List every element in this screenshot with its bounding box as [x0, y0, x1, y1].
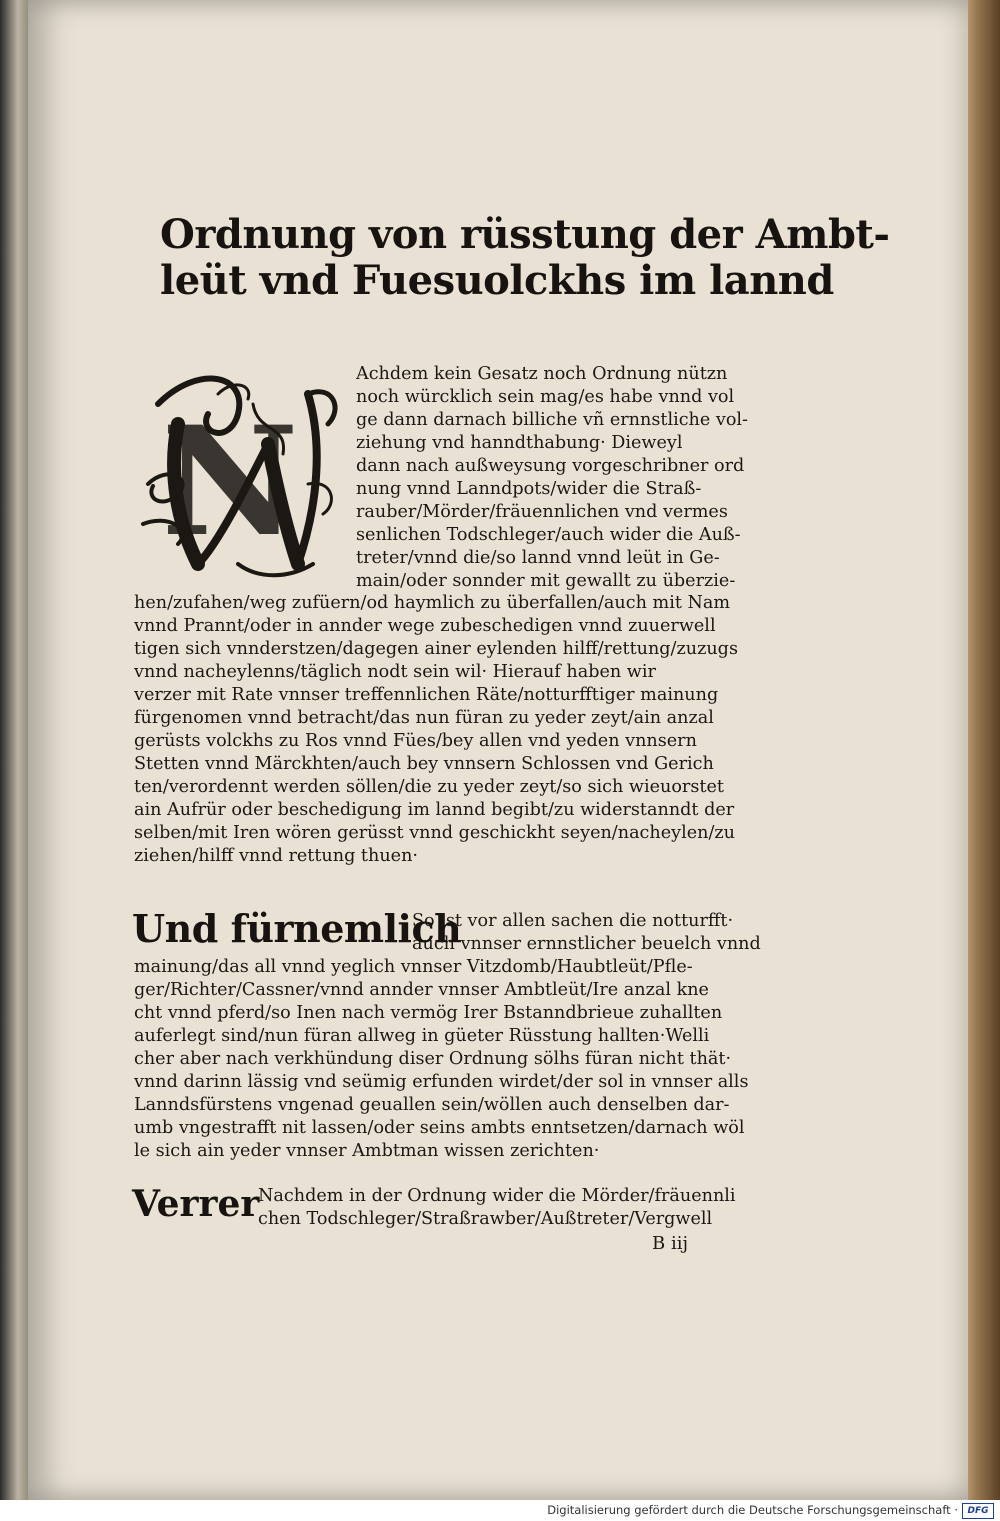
text-line: vnnd darinn lässig vnd seümig erfunden wirdet/der sol in vnnser alls	[134, 1072, 749, 1092]
text-line: fürgenomen vnnd betracht/das nun füran zu yeder zeyt/ain anzal	[134, 708, 714, 728]
signature-mark: B iij	[652, 1233, 689, 1254]
title-line-2: leüt vnd Fuesuolckhs im lannd	[160, 257, 834, 304]
paragraph-1-top	[356, 363, 768, 593]
text-line: ten/verordennt werden söllen/die zu yeder zeyt/so sich wieuorstet	[134, 777, 724, 797]
decorated-initial-n-icon	[138, 364, 348, 586]
footer-credit: Digitalisierung gefördert durch die Deutsche Forschungsgemeinschaft ·	[547, 1503, 958, 1517]
footer-bar	[0, 1500, 1000, 1521]
section-heading-verrer: Verrer	[132, 1183, 260, 1225]
text-line: verzer mit Rate vnnser treffennlichen Räte/notturfftiger mainung	[134, 685, 719, 705]
text-line: ziehen/hilff vnnd rettung thuen·	[134, 846, 418, 866]
text-line: ain Aufrür oder beschedigung im lannd begibt/zu widerstanndt der	[134, 800, 735, 820]
text-line: cht vnnd pferd/so Inen nach vermög Irer Bstanndbrieue zuhallten	[134, 1003, 723, 1023]
text-line: treter/vnnd die/so lannd vnnd leüt in Ge-	[356, 548, 720, 568]
title-line-1: Ordnung von rüsstung der Ambt-	[160, 211, 890, 258]
text-line: hen/zufahen/weg zufüern/od haymlich zu überfallen/auch mit Nam	[134, 593, 731, 613]
text-line: rauber/Mörder/fräuennlichen vnd vermes	[356, 502, 728, 522]
text-line: noch würcklich sein mag/es habe vnnd vol	[356, 387, 735, 407]
text-line: le sich ain yeder vnnser Ambtman wissen zerichten·	[134, 1141, 600, 1161]
text-line: Stetten vnnd Märckhten/auch bey vnnsern Schlossen vnd Gerich	[134, 754, 714, 774]
text-line: auch vnnser ernnstlicher beuelch vnnd	[412, 934, 761, 954]
text-line: vnnd Prannt/oder in annder wege zubeschedigen vnnd zuuerwell	[134, 616, 716, 636]
text-line: Nachdem in der Ordnung wider die Mörder/fräuennli	[258, 1186, 736, 1206]
text-line: ziehung vnd hanndthabung· Dieweyl	[356, 433, 683, 453]
text-line: ge dann darnach billiche vñ ernnstliche vol-	[356, 410, 748, 430]
text-line: vnnd nacheylenns/täglich nodt sein wil· Hierauf haben wir	[134, 662, 656, 682]
book-spine	[0, 0, 30, 1500]
paragraph-3	[258, 1185, 764, 1231]
paragraph-2-top	[412, 910, 766, 956]
text-line: umb vngestrafft nit lassen/oder seins ambts enntsetzen/darnach wöl	[134, 1118, 745, 1138]
text-line: dann nach außweysung vorgeschribner ord	[356, 456, 745, 476]
text-line: senlichen Todschleger/auch wider die Auß-	[356, 525, 741, 545]
text-line: ger/Richter/Cassner/vnnd annder vnnser Ambtleüt/Ire anzal kne	[134, 980, 709, 1000]
text-line: So ist vor allen sachen die notturfft·	[412, 911, 734, 931]
section-heading-und-fuernemlich: Und fürnemlich	[132, 906, 462, 951]
text-line: gerüsts volckhs zu Ros vnnd Fües/bey allen vnd yeden vnnsern	[134, 731, 697, 751]
paragraph-1-bottom	[134, 592, 766, 868]
text-line: Achdem kein Gesatz noch Ordnung nützn	[356, 364, 728, 384]
dfg-logo-icon: DFG	[962, 1503, 994, 1519]
text-line: selben/mit Iren wören gerüsst vnnd geschickht seyen/nacheylen/zu	[134, 823, 735, 843]
page-title	[160, 211, 890, 304]
text-line: main/oder sonnder mit gewallt zu überzie-	[356, 571, 736, 591]
text-line: auferlegt sind/nun füran allweg in güeter Rüsstung hallten·Welli	[134, 1026, 710, 1046]
text-line: mainung/das all vnnd yeglich vnnser Vitzdomb/Haubtleüt/Pfle-	[134, 957, 693, 977]
text-line: chen Todschleger/Straßrawber/Außtreter/Vergwell	[258, 1209, 713, 1229]
paragraph-2-bottom	[134, 956, 766, 1163]
text-line: Lanndsfürstens vngenad geuallen sein/wöllen auch denselben dar-	[134, 1095, 730, 1115]
initial-letter: N	[161, 394, 299, 570]
text-line: tigen sich vnnderstzen/dagegen ainer eylenden hilff/rettung/zuzugs	[134, 639, 738, 659]
text-line: nung vnnd Lanndpots/wider die Straß-	[356, 479, 702, 499]
text-line: cher aber nach verkhündung diser Ordnung sölhs füran nicht thät·	[134, 1049, 732, 1069]
